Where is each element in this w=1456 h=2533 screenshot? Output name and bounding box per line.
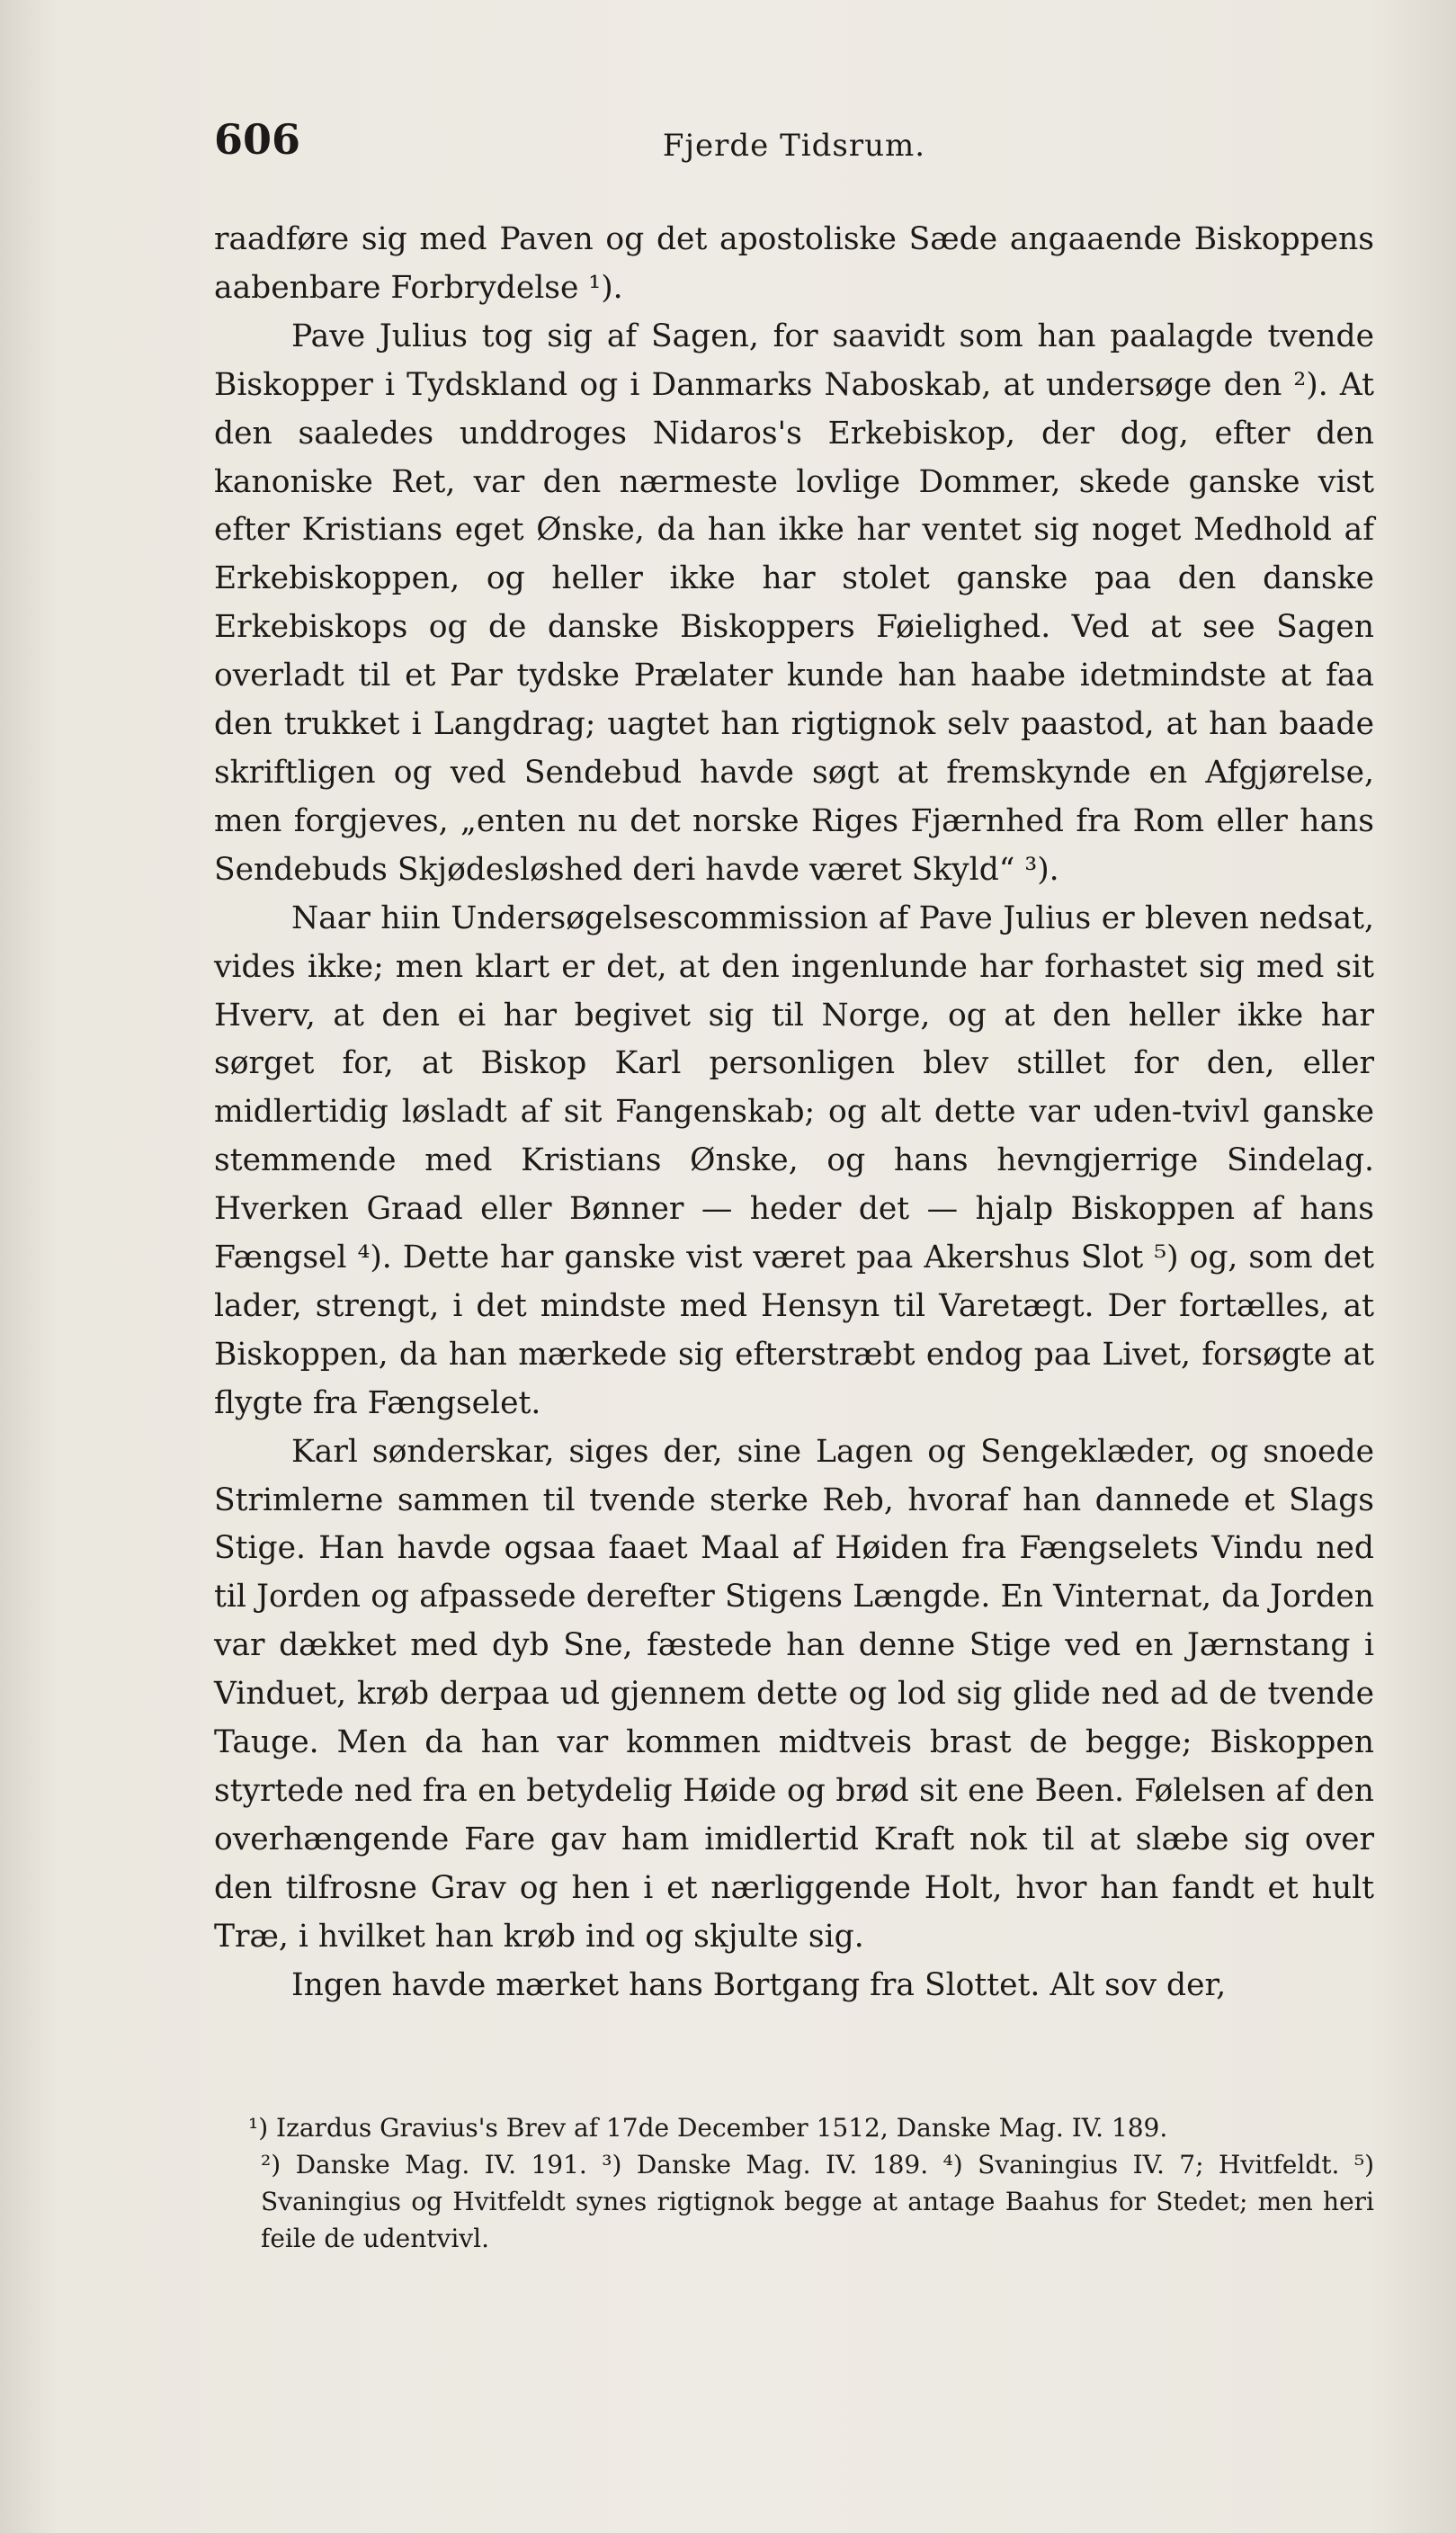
footnote-1: ¹) Izardus Gravius's Brev af 17de December 1512, Danske Mag. IV. 189. [248,2113,1168,2143]
page-number: 606 [214,115,301,164]
paragraph-bortgang: Ingen havde mærket hans Bortgang fra Slottet. Alt sov der, [291,1966,1227,2003]
footnote-2-5: ²) Danske Mag. IV. 191. ³) Danske Mag. IV. 189. ⁴) Svaningius IV. 7; Hvitfeldt. ⁵) Svaningius og Hvitfeldt synes rigtignok begge at antage Baahus for Stedet; men heri feile de udentvivl. [261,2150,1374,2253]
running-head: Fjerde Tidsrum. [662,128,926,164]
paragraph-karl-flugt: Karl sønderskar, siges der, sine Lagen og Sengeklæder, og snoede Strimlerne sammen til tvende sterke Reb, hvoraf han dannede et Slags Stige. Han havde ogsaa faaet Maal af Høiden fra Fængselets Vindu ned til Jorden og afpassede derefter Stigens Længde. En Vinternat, da Jorden var dækket med dyb Sne, fæstede han denne Stige ved en Jærnstang i Vinduet, krøb derpaa ud gjennem dette og lod sig glide ned ad de tvende Tauge. Men da han var kommen midtveis brast de begge; Biskoppen styrtede ned fra en betydelig Høide og brød sit ene Been. Følelsen af den overhængende Fare gav ham imidlertid Kraft nok til at slæbe sig over den tilfrosne Grav og hen i et nærliggende Holt, hvor han fandt et hult Træ, i hvilket han krøb ind og skjulte sig. [214,1433,1374,1955]
paragraph-pave-julius: Pave Julius tog sig af Sagen, for saavidt som han paalagde tvende Biskopper i Tydskland og i Danmarks Naboskab, at undersøge den ²). At den saaledes unddroges Nidaros's Erkebiskop, der dog, efter den kanoniske Ret, var den nærmeste lovlige Dommer, skede ganske vist efter Kristians eget Ønske, da han ikke har ventet sig noget Medhold af Erkebiskoppen, og heller ikke har stolet ganske paa den danske Erkebiskops og de danske Biskoppers Føielighed. Ved at see Sagen overladt til et Par tydske Prælater kunde han haabe idetmindste at faa den trukket i Langdrag; uagtet han rigtignok selv paastod, at han baade skriftligen og ved Sendebud havde søgt at fremskynde en Afgjørelse, men forgjeves, „enten nu det norske Riges Fjærnhed fra Rom eller hans Sendebuds Skjødesløshed deri havde været Skyld“ ³). [214,318,1374,888]
paragraph-undersoegelsescommission: Naar hiin Undersøgelsescommission af Pave Julius er bleven nedsat, vides ikke; men klart er det, at den ingenlunde har forhastet sig med sit Hverv, at den ei har begivet sig til Norge, og at den heller ikke har sørget for, at Biskop Karl personligen blev stillet for den, eller midlertidig løsladt af sit Fangenskab; og alt dette var uden-tvivl ganske stemmende med Kristians Ønske, og hans hevngjerrige Sindelag. Hverken Graad eller Bønner — heder det — hjalp Biskoppen af hans Fængsel ⁴). Dette har ganske vist været paa Akershus Slot ⁵) og, som det lader, strengt, i det mindste med Hensyn til Varetægt. Der fortælles, at Biskoppen, da han mærkede sig efterstræbt endog paa Livet, forsøgte at flygte fra Fængselet. [214,900,1374,1421]
footnotes [248,2109,1374,2257]
page-header [214,115,1374,178]
main-text [214,216,1374,2010]
paragraph-continuation: raadføre sig med Paven og det apostoliske Sæde angaaende Biskoppens aabenbare Forbrydelse ¹). [214,221,1374,306]
